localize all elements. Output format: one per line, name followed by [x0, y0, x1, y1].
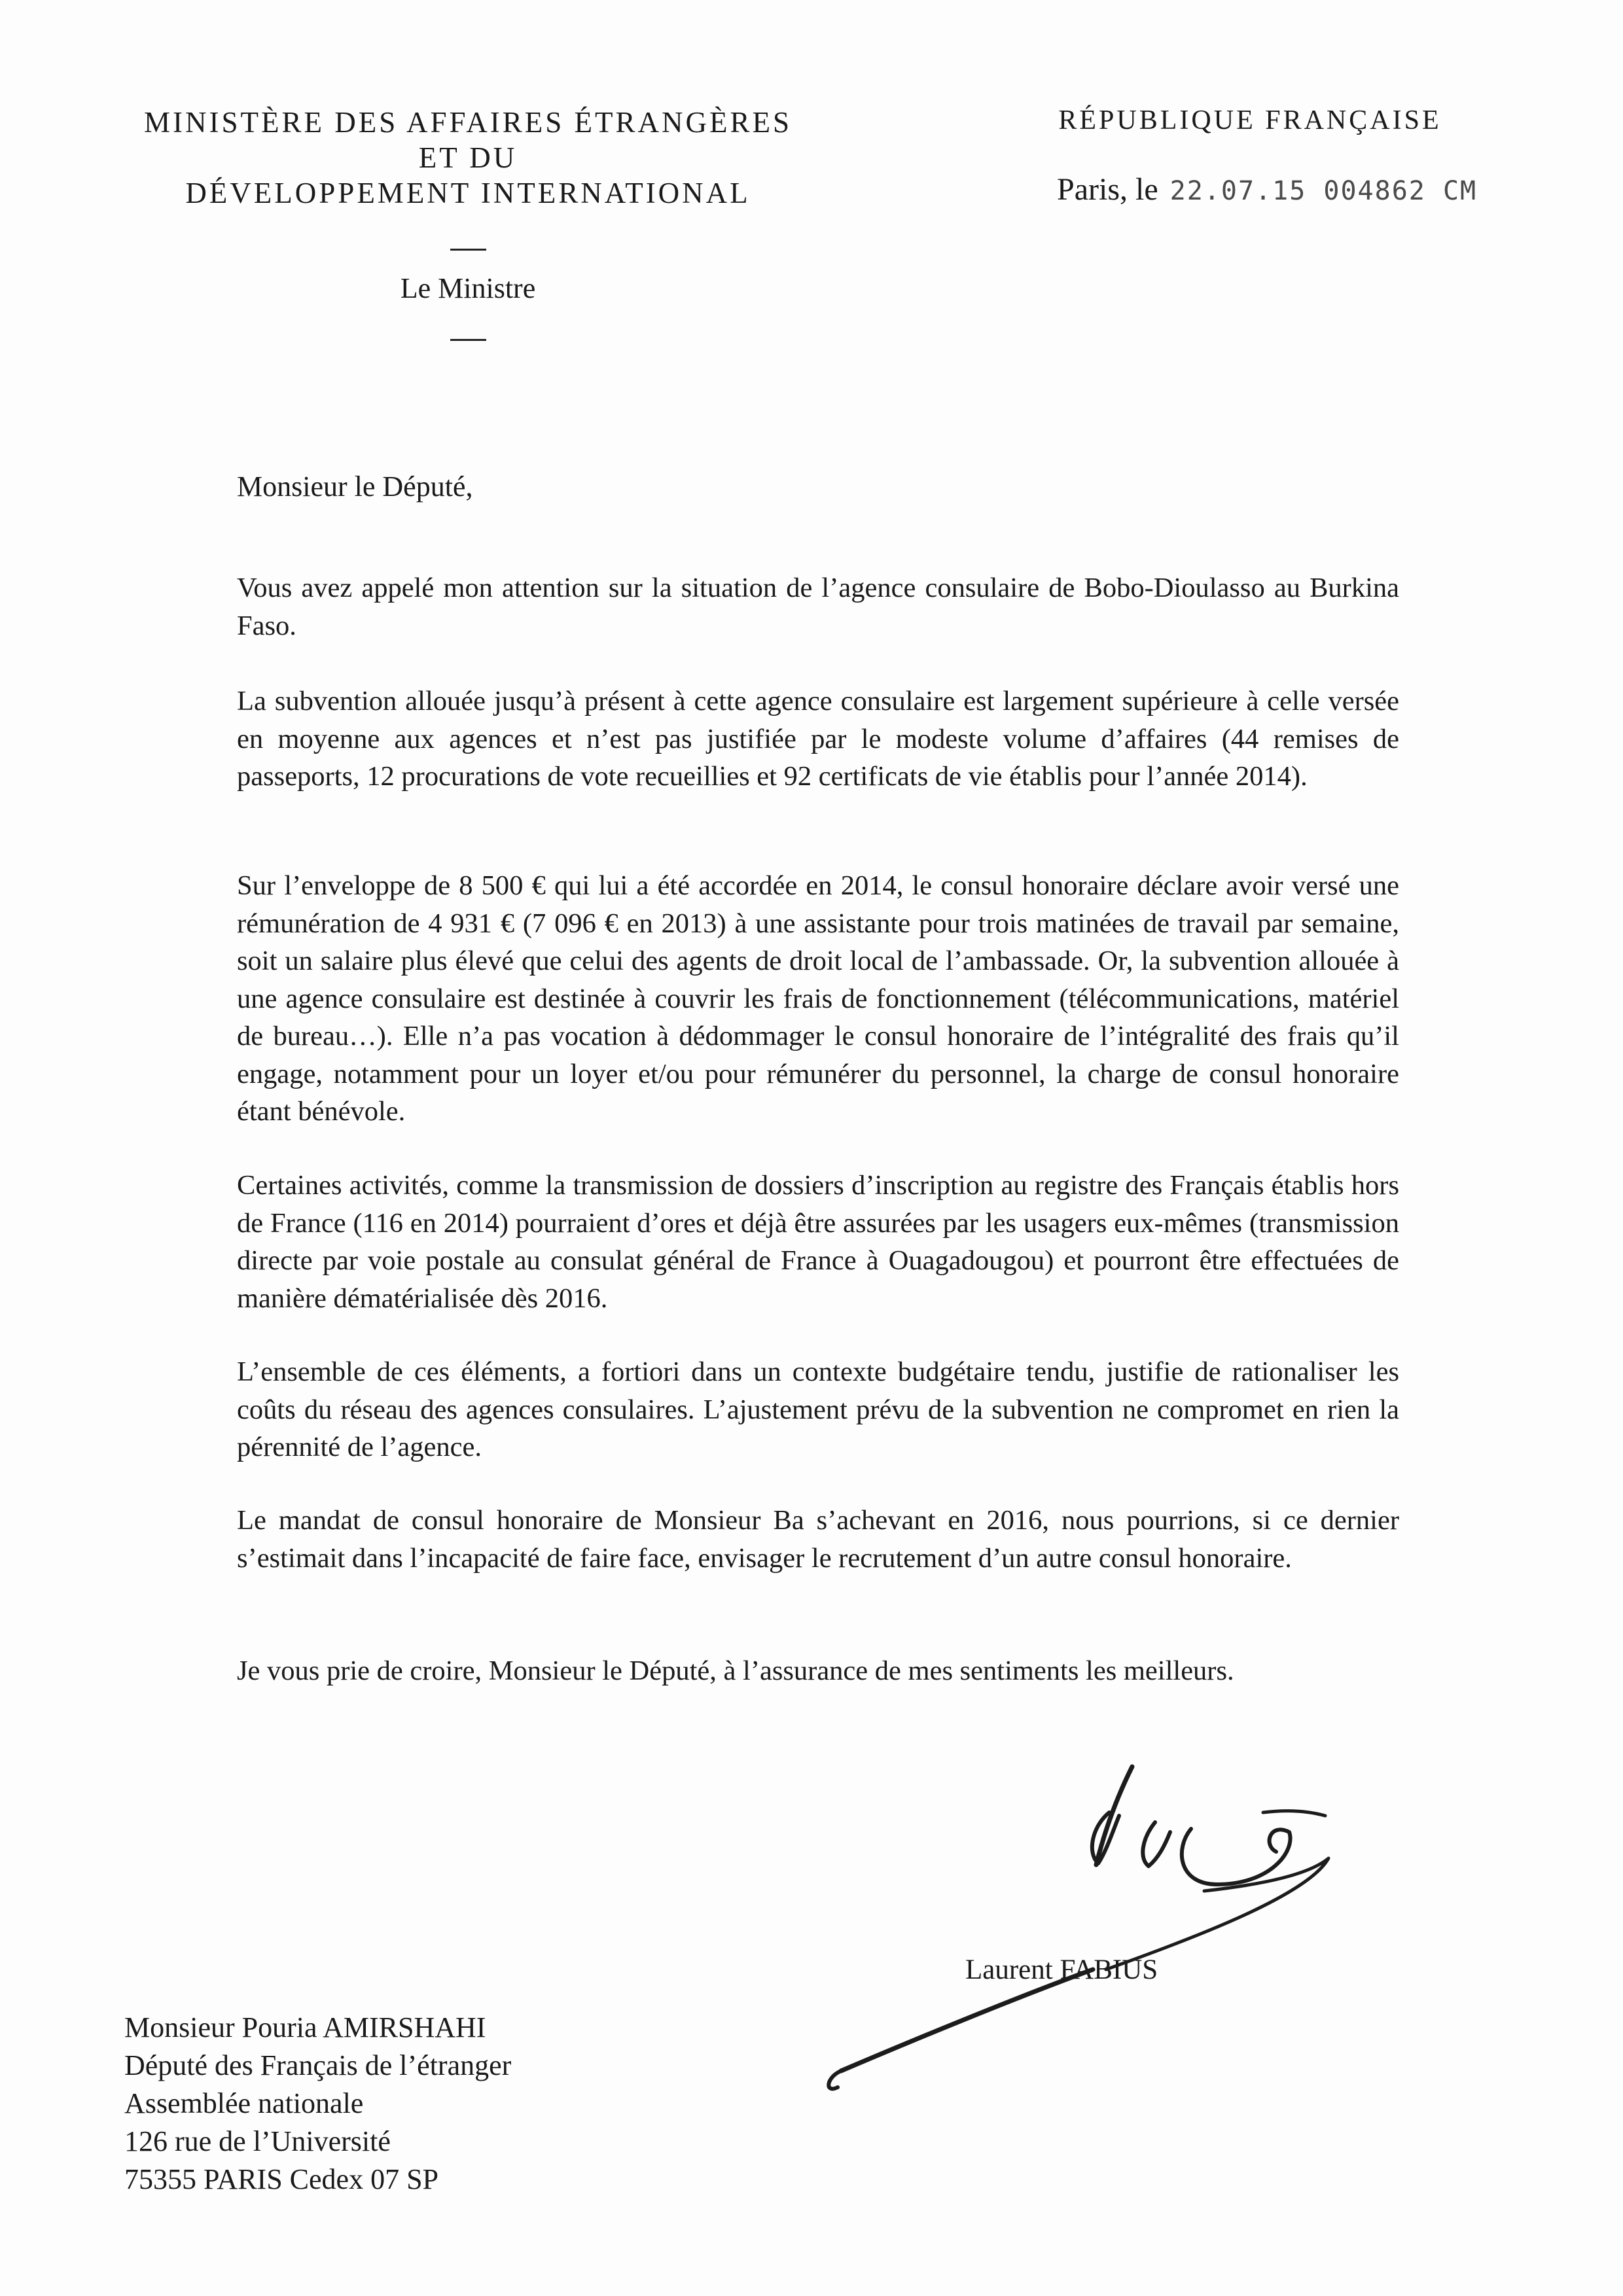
handwritten-signature-icon	[812, 1754, 1466, 2159]
date-stamp: 22.07.15 004862 CM	[1169, 176, 1478, 206]
ministry-header	[98, 105, 838, 211]
paragraph: Le mandat de consul honoraire de Monsieur Ba s’achevant en 2016, nous pourrions, si ce dernier s’estimait dans l’incapacité de faire face, envisager le recrutement d’un autre consul honoraire.	[237, 1505, 1399, 1574]
header-divider	[450, 339, 486, 341]
address-line: Assemblée nationale	[124, 2087, 364, 2119]
dateline	[1057, 171, 1477, 207]
paragraph: Certaines activités, comme la transmission de dossiers d’inscription au registre des Français établis hors de France (116 en 2014) pourraient d’ores et déjà être assurées par les usagers eux-mêmes (transmission directe par voie postale au consulat général de France à Ouagadougou) et pourront être effectuées de manière dématérialisée dès 2016.	[237, 1170, 1399, 1314]
closing-formula: Je vous prie de croire, Monsieur le Député, à l’assurance de mes sentiments les meilleurs.	[237, 1655, 1234, 1686]
republic-header: RÉPUBLIQUE FRANÇAISE	[1058, 105, 1442, 135]
ministry-line: DÉVELOPPEMENT INTERNATIONAL	[185, 177, 751, 209]
address-line: 75355 PARIS Cedex 07 SP	[124, 2163, 439, 2195]
address-line: Monsieur Pouria AMIRSHAHI	[124, 2011, 486, 2043]
recipient-address	[124, 2009, 511, 2199]
paragraph: Vous avez appelé mon attention sur la situation de l’agence consulaire de Bobo-Dioulasso au Burkina Faso.	[237, 573, 1399, 641]
ministry-line: ET DU	[418, 141, 518, 174]
salutation: Monsieur le Député,	[237, 470, 473, 503]
ministry-line: MINISTÈRE DES AFFAIRES ÉTRANGÈRES	[144, 106, 792, 139]
address-line: 126 rue de l’Université	[124, 2125, 391, 2157]
paragraph: Sur l’enveloppe de 8 500 € qui lui a été accordée en 2014, le consul honoraire déclare avoir versé une rémunération de 4 931 € (7 096 € en 2013) à une assistante pour trois matinées de travail par semaine, soit un salaire plus élevé que celui des agents de droit local de l’ambassade. Or, la subvention allouée à une agence consulaire est destinée à couvrir les frais de fonctionnement (télécommunications, matériel de bureau…). Elle n’a pas vocation à dédommager le consul honoraire de l’intégralité des frais qu’il engage, notamment pour un loyer et/ou pour rémunérer du personnel, la charge de consul honoraire étant bénévole.	[237, 870, 1399, 1127]
office-title: Le Ministre	[400, 272, 536, 304]
place-prefix: Paris, le	[1057, 172, 1158, 207]
signatory-name: Laurent FABIUS	[965, 1954, 1158, 1985]
paragraph: L’ensemble de ces éléments, a fortiori dans un contexte budgétaire tendu, justifie de rationaliser les coûts du réseau des agences consulaires. L’ajustement prévu de la subvention ne compromet en rien la pérennité de l’agence.	[237, 1356, 1399, 1462]
header-divider	[450, 249, 486, 251]
address-line: Député des Français de l’étranger	[124, 2049, 512, 2081]
paragraph: La subvention allouée jusqu’à présent à cette agence consulaire est largement supérieure à celle versée en moyenne aux agences et n’est pas justifiée par le modeste volume d’affaires (44 remises de passeports, 12 procurations de vote recueillies et 92 certificats de vie établis pour l’année 2014).	[237, 686, 1399, 792]
